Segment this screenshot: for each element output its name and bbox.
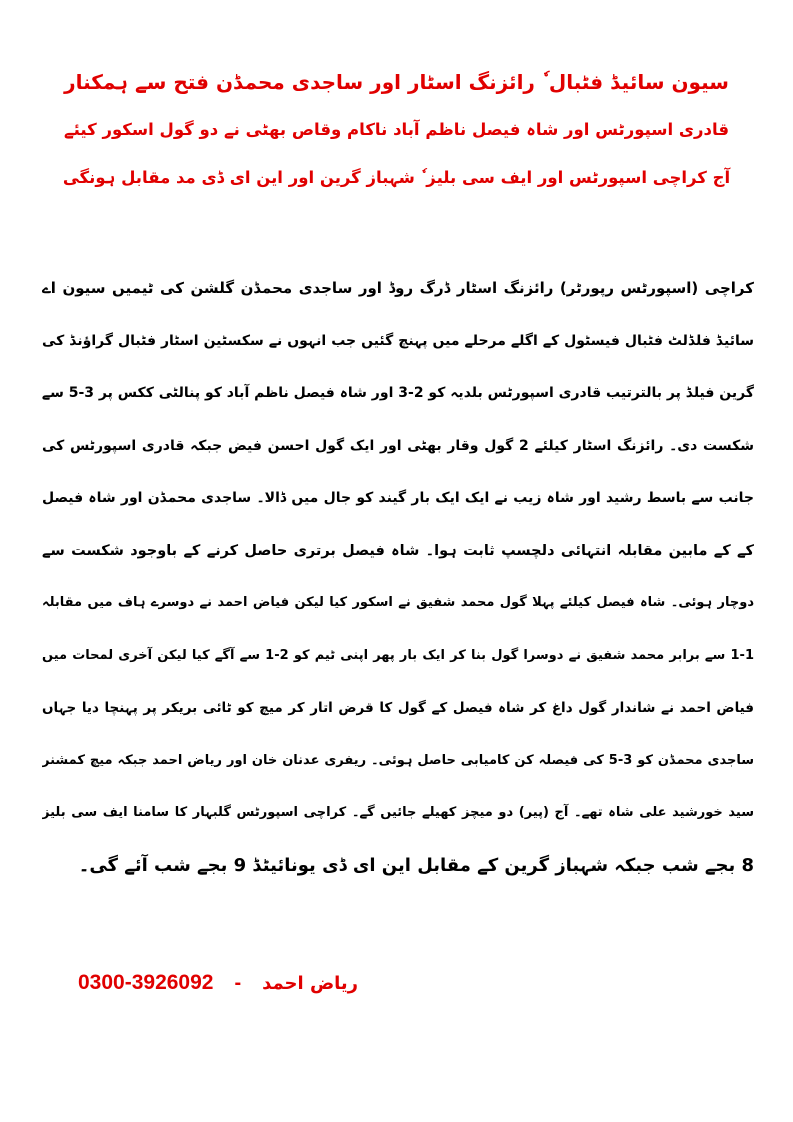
body-line: دوچار ہوئی۔ شاہ فیصل کیلئے پہلا گول محمد شفیق نے اسکور کیا لیکن فیاض احمد نے دوسرے ہاف میں مقابلہ bbox=[42, 595, 754, 610]
author-name: ریاض احمد bbox=[262, 973, 359, 994]
headline-block bbox=[60, 58, 733, 202]
body-line: 8 بجے شب جبکہ شہباز گرین کے مقابل این ای ڈی یونائیٹڈ 9 بجے شب آئے گی۔ bbox=[78, 854, 754, 876]
body-line: جانب سے باسط رشید اور شاہ زیب نے ایک ایک بار گیند کو جال میں ڈالا۔ ساجدی محمڈن اور شاہ فیصل bbox=[42, 490, 754, 506]
body-line: گرین فیلڈ پر بالترتیب قادری اسپورٹس بلدیہ کو 2-3 اور شاہ فیصل ناظم آباد کو پنالٹی ککس پر 3-5 سے bbox=[42, 385, 754, 401]
headline-3: آج کراچی اسپورٹس اور ایف سی بلیز ٗ شہباز گرین اور این ای ڈی مد مقابل ہونگی bbox=[62, 168, 731, 187]
headline-1: سیون سائیڈ فٹبال ٗ رائزنگ اسٹار اور ساجدی محمڈن فتح سے ہمکنار bbox=[64, 70, 729, 94]
body-line: ساجدی محمڈن کو 3-5 کی فیصلہ کن کامیابی حاصل ہوئی۔ ریفری عدنان خان اور ریاض احمد جبکہ میچ کمشنر bbox=[42, 752, 754, 768]
phone-number: 0300-3926092 bbox=[78, 971, 214, 994]
body-line: سائیڈ فلڈلٹ فٹبال فیسٹول کے اگلے مرحلے میں پہنچ گئیں جب انہوں نے سکسٹین اسٹار فٹبال گراؤنڈ کی bbox=[42, 332, 754, 349]
article-body bbox=[42, 262, 754, 892]
body-line: کے کے مابین مقابلہ انتہائی دلچسپ ثابت ہوا۔ شاہ فیصل برتری حاصل کرنے کے باوجود شکست سے bbox=[42, 542, 754, 559]
body-line: کراچی (اسپورٹس رپورٹر) رائزنگ اسٹار ڈرگ روڈ اور ساجدی محمڈن گلشن کی ٹیمیں سیون اے bbox=[42, 279, 754, 297]
headline-2: قادری اسپورٹس اور شاہ فیصل ناظم آباد ناکام وقاص بھٹی نے دو گول اسکور کیئے bbox=[63, 120, 730, 139]
body-line: فیاض احمد نے شاندار گول داغ کر شاہ فیصل کے گول کا قرض اتار کر میچ کو ٹائی بریکر پر پہنچا دیا جہاں bbox=[42, 700, 754, 716]
body-line: 1-1 سے برابر محمد شفیق نے دوسرا گول بنا کر ایک بار پھر اپنی ٹیم کو 2-1 سے آگے کیا لیکن آخری لمحات میں bbox=[42, 647, 754, 663]
byline bbox=[78, 962, 358, 1002]
byline-separator: - bbox=[234, 972, 242, 994]
body-line: شکست دی۔ رائزنگ اسٹار کیلئے 2 گول وقار بھٹی اور ایک گول احسن فیض جبکہ قادری اسپورٹس کی bbox=[42, 437, 754, 454]
body-line: سید خورشید علی شاہ تھے۔ آج (پیر) دو میچز کھیلے جائیں گے۔ کراچی اسپورٹس گلبہار کا سامنا ایف سی بلیز bbox=[42, 805, 754, 820]
